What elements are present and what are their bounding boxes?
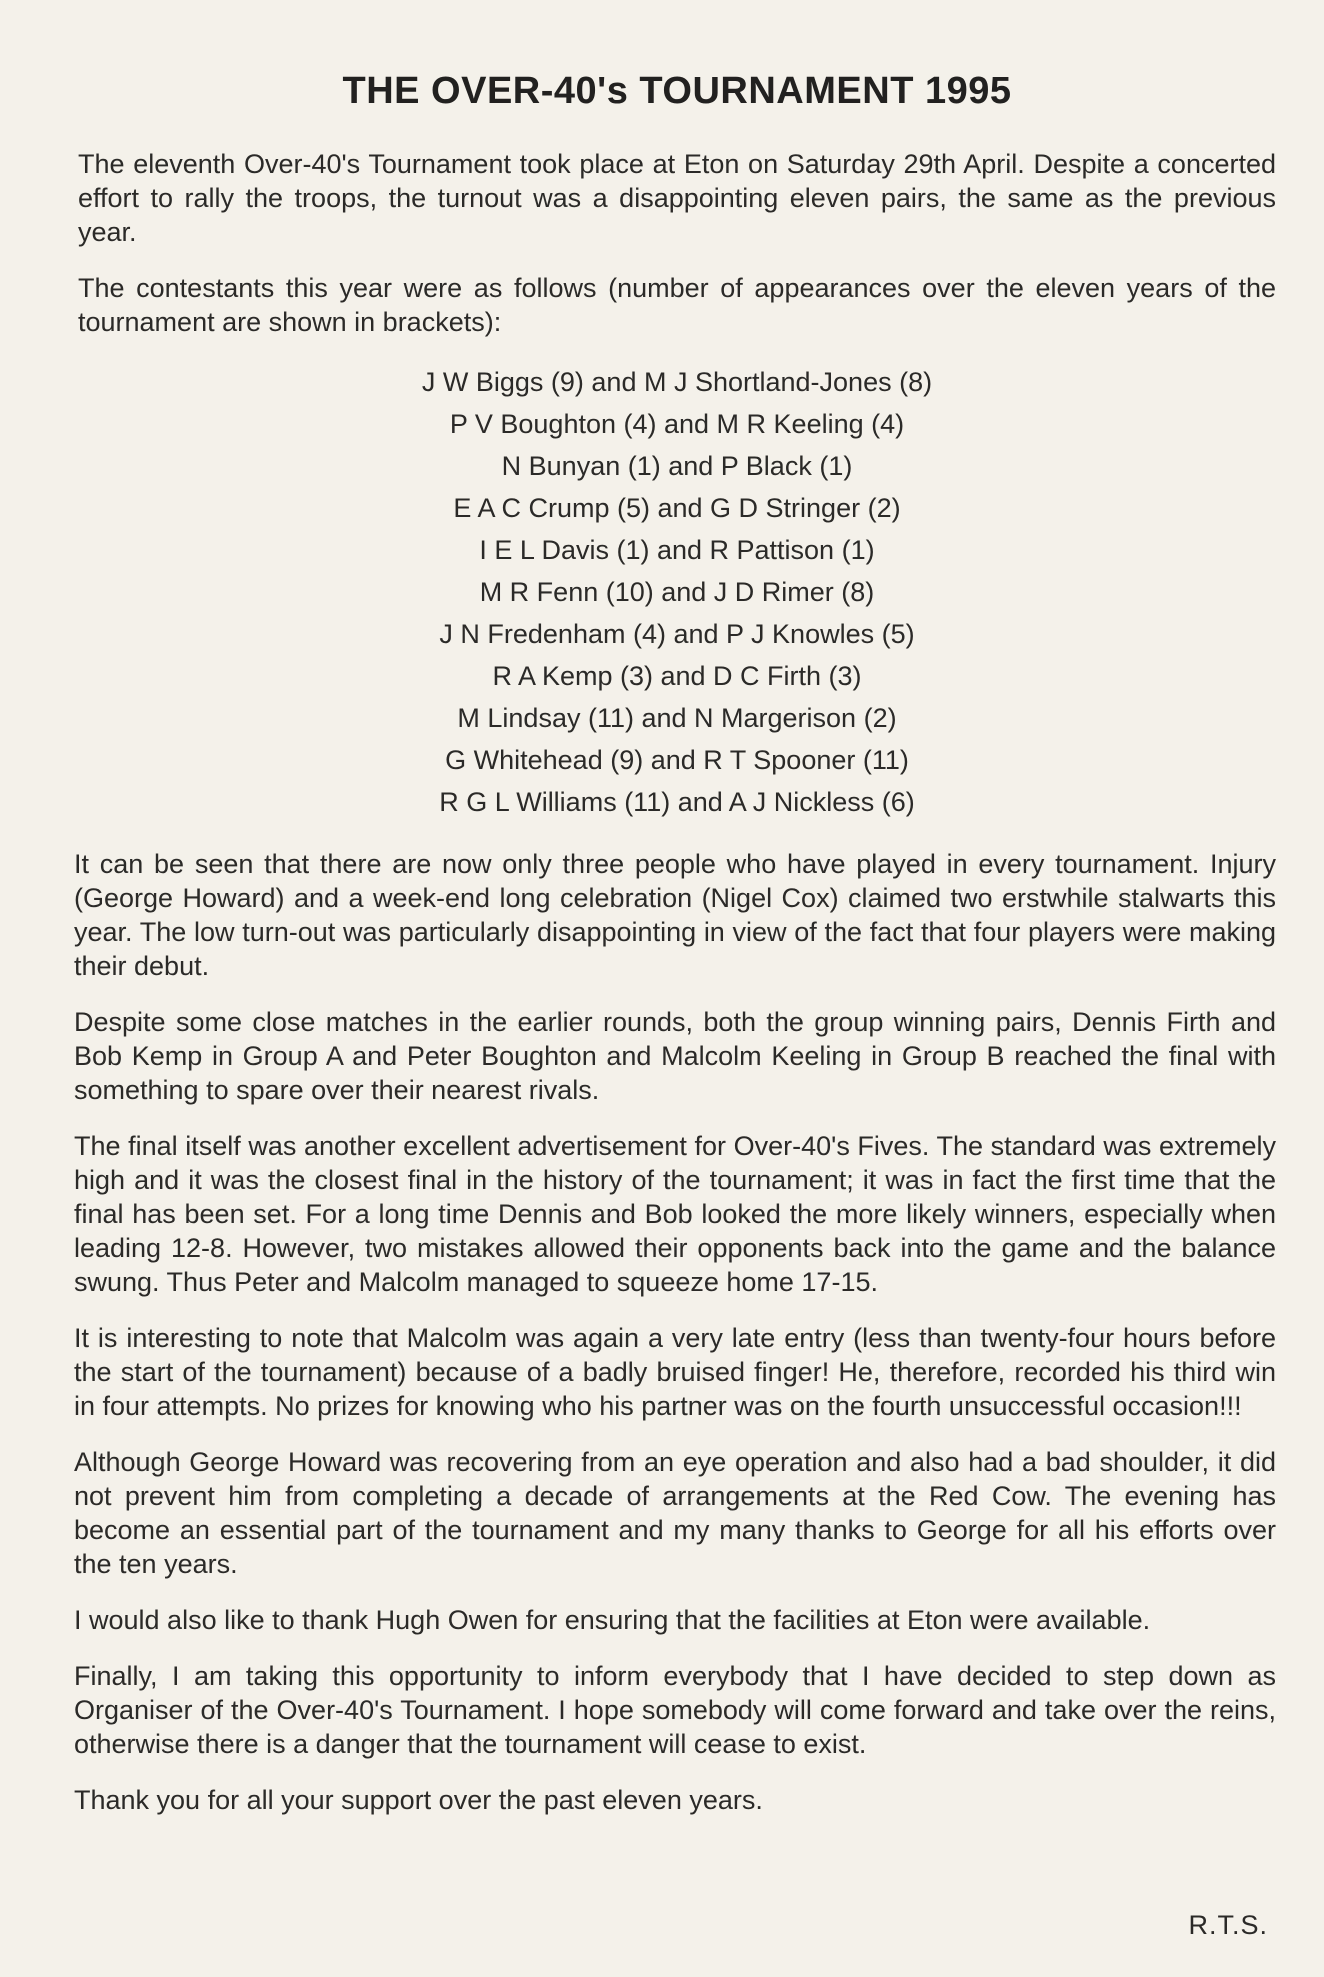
contestant-pair: N Bunyan (1) and P Black (1) xyxy=(501,451,853,481)
group-winners-paragraph: Despite some close matches in the earlier rounds, both the group winning pairs, Dennis Firth and Bob Kemp in Group A and Peter Boughton and Malcolm Keeling in Group B reached the final with something to spare over their nearest rivals. xyxy=(74,1007,1276,1105)
contestant-pair: J W Biggs (9) and M J Shortland-Jones (8) xyxy=(421,367,933,397)
contestant-pair: J N Fredenham (4) and P J Knowles (5) xyxy=(439,619,915,649)
thanks-george-paragraph: Although George Howard was recovering from an eye operation and also had a bad shoulder, it did not prevent him from completing a decade of arrangements at the Red Cow. The evening has become an essential part of the tournament and my many thanks to George for all his efforts over the ten years. xyxy=(74,1447,1276,1579)
step-down-paragraph: Finally, I am taking this opportunity to inform everybody that I have decided to step down as Organiser of the Over-40's Tournament. I hope somebody will come forward and take over the reins, otherwise there is a danger that the tournament will cease to exist. xyxy=(74,1661,1276,1759)
intro-paragraph: The eleventh Over-40's Tournament took place at Eton on Saturday 29th April. Despite a concerted effort to rally the troops, the turnout was a disappointing eleven pairs, the same as the previous year. xyxy=(78,149,1276,247)
contestant-pair: G Whitehead (9) and R T Spooner (11) xyxy=(445,745,909,775)
contestant-pair: M Lindsay (11) and N Margerison (2) xyxy=(457,703,897,733)
final-paragraph: The final itself was another excellent advertisement for Over-40's Fives. The standard was extremely high and it was the closest final in the history of the tournament; it was in fact the first time that the final has been set. For a long time Dennis and Bob looked the more likely winners, especially when leading 12-8. However, two mistakes allowed their opponents back into the game and the balance swung. Thus Peter and Malcolm managed to squeeze home 17-15. xyxy=(74,1131,1276,1297)
contestant-pair: I E L Davis (1) and R Pattison (1) xyxy=(479,535,875,565)
late-entry-paragraph: It is interesting to note that Malcolm was again a very late entry (less than twenty-four hours before the start of the tournament) because of a badly bruised finger! He, therefore, recorded his third win in four attempts. No prizes for knowing who his partner was on the fourth unsuccessful occasion!!! xyxy=(74,1323,1276,1421)
contestant-pair: M R Fenn (10) and J D Rimer (8) xyxy=(479,577,875,607)
contestants-list xyxy=(78,361,1276,823)
contestants-intro-paragraph: The contestants this year were as follows (number of appearances over the eleven years of the tournament are shown in brackets): xyxy=(78,273,1276,337)
contestant-pair: R G L Williams (11) and A J Nickless (6) xyxy=(439,787,915,817)
closing-paragraph: Thank you for all your support over the past eleven years. xyxy=(74,1785,763,1815)
signature-initials: R.T.S. xyxy=(1188,1910,1268,1940)
contestant-pair: R A Kemp (3) and D C Firth (3) xyxy=(492,661,862,691)
contestant-pair: P V Boughton (4) and M R Keeling (4) xyxy=(449,409,905,439)
contestant-pair: E A C Crump (5) and G D Stringer (2) xyxy=(453,493,901,523)
thanks-hugh-paragraph: I would also like to thank Hugh Owen for ensuring that the facilities at Eton were available. xyxy=(74,1605,1151,1635)
page-title: THE OVER-40's TOURNAMENT 1995 xyxy=(342,70,1012,112)
attendance-paragraph: It can be seen that there are now only three people who have played in every tournament. Injury (George Howard) and a week-end long celebration (Nigel Cox) claimed two erstwhile stalwarts this year. The low turn-out was particularly disappointing in view of the fact that four players were making their debut. xyxy=(74,849,1276,981)
